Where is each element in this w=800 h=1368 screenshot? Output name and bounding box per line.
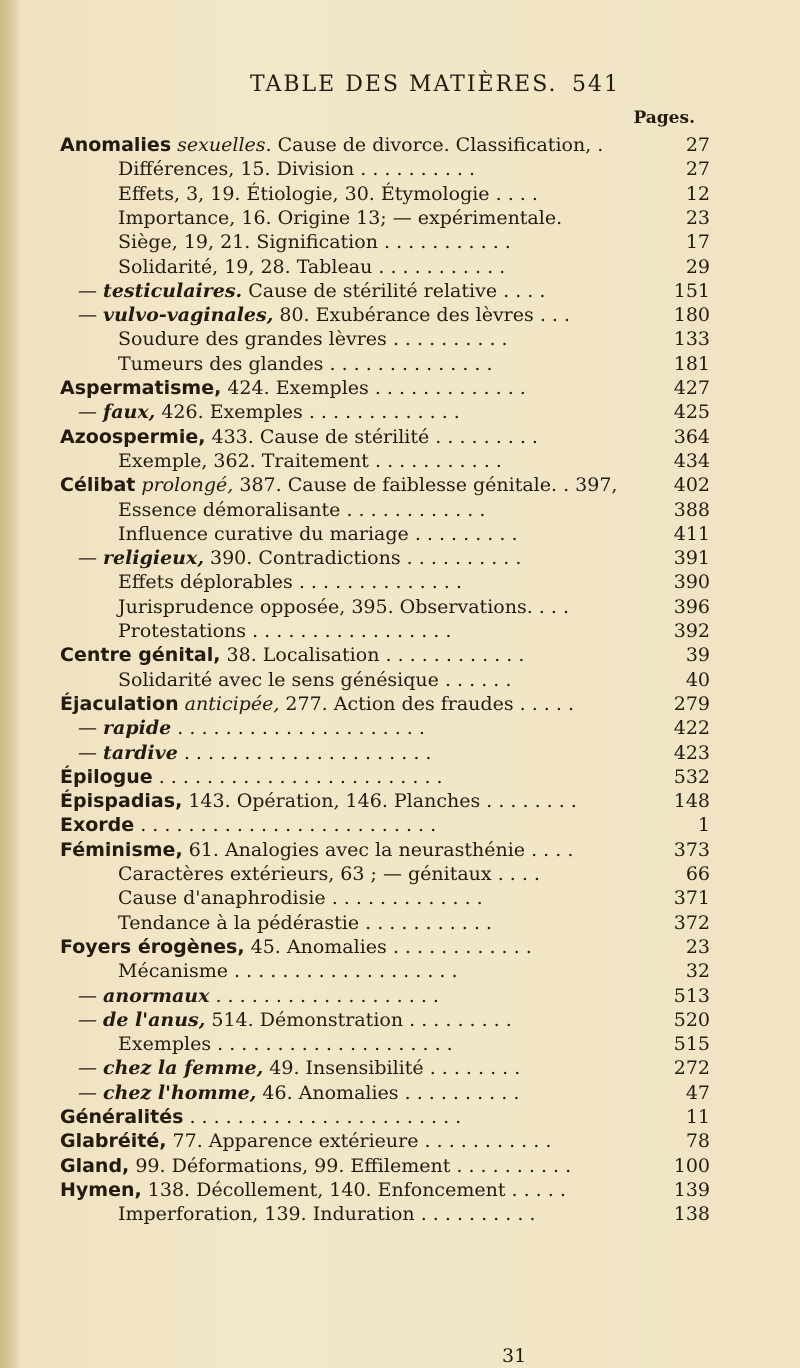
dot-leader: . . . . . . . . . . . xyxy=(378,255,506,278)
entry-page-number: 373 xyxy=(673,838,710,861)
index-entry-text xyxy=(60,133,603,157)
entry-detail: Protestations xyxy=(118,620,247,642)
index-entry-text xyxy=(78,400,460,424)
index-entry-text xyxy=(60,1129,551,1153)
dot-leader: . . . . . . . . . . xyxy=(360,158,476,181)
entry-page-number: 11 xyxy=(685,1106,710,1128)
dot-leader: . . . . . . . . . . . xyxy=(383,231,511,254)
entry-detail: Solidarité, 19, 28. Tableau xyxy=(118,255,373,278)
index-entry-text xyxy=(118,619,451,643)
index-entry xyxy=(0,595,780,619)
index-entry-text xyxy=(60,813,436,837)
entry-detail: 433. Cause de stérilité xyxy=(211,425,430,448)
entry-page-number: 47 xyxy=(685,1081,710,1104)
entry-heading: Féminisme, xyxy=(60,838,183,861)
index-entry xyxy=(0,1008,780,1032)
entry-page-number: 372 xyxy=(673,911,710,934)
index-entry-text xyxy=(78,1056,520,1080)
index-entry-text xyxy=(78,279,545,303)
entry-detail: 45. Anomalies xyxy=(250,935,387,958)
entry-detail: 390. Contradictions xyxy=(209,547,401,570)
dot-leader: . . . . . . . . . . . . . xyxy=(308,401,460,424)
index-entry-text xyxy=(118,668,511,692)
entry-dash: — xyxy=(78,1057,97,1080)
index-entry xyxy=(0,255,780,279)
dot-leader: . . . . . . . . . . xyxy=(406,547,522,570)
entry-detail: Effets, 3, 19. Étiologie, 30. Étymologie xyxy=(118,182,490,205)
entry-page-number: 133 xyxy=(673,328,710,351)
entry-detail: 426. Exemples xyxy=(161,401,303,424)
entry-qualifier: chez la femme, xyxy=(103,1057,264,1080)
dot-leader: . . . . . . . . . . xyxy=(456,1154,572,1177)
entry-heading: Épispadias, xyxy=(60,790,183,813)
index-entry-text xyxy=(118,327,508,351)
entry-qualifier: chez l'homme, xyxy=(103,1081,257,1104)
signature-mark: 31 xyxy=(502,1345,527,1367)
index-entry-text xyxy=(60,1105,461,1129)
dot-leader: . . . . . . . . . . . . . . . . . . . xyxy=(234,960,458,983)
index-entry xyxy=(0,813,780,837)
entry-heading: Généralités xyxy=(60,1106,184,1128)
index-entry-text xyxy=(78,303,570,327)
index-entry xyxy=(0,570,780,594)
entry-detail: 80. Exubérance des lèvres xyxy=(279,304,534,327)
entry-heading: Célibat xyxy=(60,474,136,497)
index-entry-text xyxy=(118,1032,453,1056)
dot-leader: . . . . . . . . . . . xyxy=(424,1130,552,1153)
entry-dash: — xyxy=(78,741,97,764)
entry-page-number: 17 xyxy=(685,231,710,254)
index-entry-text xyxy=(118,157,475,181)
entry-qualifier: de l'anus, xyxy=(103,1008,206,1031)
entry-heading: Gland, xyxy=(60,1154,130,1177)
index-entry-text xyxy=(118,522,518,546)
entry-detail: Influence curative du mariage xyxy=(118,522,409,545)
index-entry xyxy=(0,1032,780,1056)
entry-page-number: 520 xyxy=(673,1008,710,1031)
index-entry-text xyxy=(60,1154,571,1178)
entry-page-number: 532 xyxy=(673,765,710,788)
dot-leader: . . . xyxy=(539,304,571,327)
dot-leader: . . . . . . . . . . . . . xyxy=(374,377,526,399)
entry-page-number: 23 xyxy=(685,935,710,958)
entry-detail: Cause d'anaphrodisie xyxy=(118,887,326,910)
entry-heading: Centre génital, xyxy=(60,644,221,667)
entry-dash: — xyxy=(78,304,97,327)
index-entry-text xyxy=(78,1008,512,1032)
dot-leader: . . . . . . . . . xyxy=(414,522,518,545)
entry-detail: 49. Insensibilité xyxy=(269,1057,424,1080)
entry-page-number: 425 xyxy=(673,401,710,424)
index-entry xyxy=(0,206,780,230)
entry-detail: 61. Analogies avec la neurasthénie xyxy=(188,838,526,861)
dot-leader: . . . . . . . . . . xyxy=(392,328,508,351)
index-entry-text xyxy=(78,1081,519,1105)
entry-qualifier: testiculaires. xyxy=(103,279,243,302)
index-entry-text xyxy=(60,643,524,667)
entry-heading: Éjaculation xyxy=(60,692,179,715)
index-entry xyxy=(0,838,780,862)
entry-detail: Caractères extérieurs, 63 ; — génitaux xyxy=(118,863,492,885)
dot-leader: . . . . . . . . . . . . . . . . . . . xyxy=(215,984,439,1007)
entry-detail: 38. Localisation xyxy=(226,644,380,667)
entry-page-number: 1 xyxy=(697,814,710,837)
entry-heading: Azoospermie, xyxy=(60,425,206,448)
index-entry-text xyxy=(118,352,493,376)
entry-page-number: 139 xyxy=(673,1178,710,1201)
entry-heading: Anomalies xyxy=(60,134,172,156)
entry-page-number: 396 xyxy=(673,595,710,618)
index-entry xyxy=(0,643,780,667)
index-entry xyxy=(0,182,780,206)
page-number: 541 xyxy=(572,72,620,97)
entry-detail: 387. Cause de faiblesse génitale. . 397, xyxy=(239,474,618,497)
entry-page-number: 29 xyxy=(685,255,710,278)
entry-dash: — xyxy=(78,1008,97,1031)
entry-page-number: 515 xyxy=(673,1033,710,1056)
index-entry xyxy=(0,498,780,522)
entry-qualifier: anticipée, xyxy=(184,692,280,715)
index-entry xyxy=(0,133,780,157)
entry-page-number: 391 xyxy=(673,547,710,570)
entry-page-number: 66 xyxy=(685,863,710,885)
entry-detail: Essence démoralisante xyxy=(118,498,341,521)
running-head-title: TABLE DES MATIÈRES. xyxy=(250,72,558,97)
entry-page-number: 27 xyxy=(685,134,710,156)
index-entry xyxy=(0,400,780,424)
entry-detail: Imperforation, 139. Induration xyxy=(118,1203,415,1226)
entry-page-number: 12 xyxy=(685,182,710,205)
dot-leader: . . . . . . . . . . xyxy=(420,1203,536,1226)
index-entry xyxy=(0,1129,780,1153)
entry-page-number: 32 xyxy=(685,960,710,983)
entry-page-number: 423 xyxy=(673,741,710,764)
entry-detail: Soudure des grandes lèvres xyxy=(118,328,387,351)
entry-dash: — xyxy=(78,401,97,424)
entry-heading: Foyers érogènes, xyxy=(60,935,245,958)
index-entry xyxy=(0,619,780,643)
dot-leader: . . . . . . . . . . . . . . . . . . . . . . . . xyxy=(158,765,443,788)
entry-qualifier: religieux, xyxy=(103,547,204,570)
dot-leader: . . . . . . . . . . . . . . . . . . . . . xyxy=(183,741,432,764)
entry-page-number: 411 xyxy=(673,522,710,545)
dot-leader: . . . . . . . . . . . . . . . . . . . . . xyxy=(177,717,425,740)
entry-qualifier: faux, xyxy=(103,401,156,424)
index-entry-text xyxy=(118,230,511,254)
dot-leader: . . . . . . . . . . . . . . . . . xyxy=(252,620,452,642)
entry-detail: 77. Apparence extérieure xyxy=(172,1130,419,1153)
dot-leader: . . . . . . . . . . . xyxy=(365,911,492,934)
entry-page-number: 390 xyxy=(673,571,710,594)
entry-page-number: 279 xyxy=(673,692,710,715)
entry-detail: 99. Déformations, 99. Effilement xyxy=(135,1154,451,1177)
index-entry xyxy=(0,376,780,400)
entry-qualifier: anormaux xyxy=(103,984,210,1007)
entry-page-number: 434 xyxy=(673,449,710,472)
entry-page-number: 272 xyxy=(673,1057,710,1080)
dot-leader: . . . . . . . . . . . . . . xyxy=(329,352,493,375)
entry-page-number: 39 xyxy=(685,644,710,667)
entry-detail: 277. Action des fraudes xyxy=(285,692,514,715)
index-entry xyxy=(0,546,780,570)
entry-qualifier: rapide xyxy=(103,717,172,740)
entry-page-number: 371 xyxy=(673,887,710,910)
entry-page-number: 40 xyxy=(685,668,710,691)
index-entry-text xyxy=(60,935,532,959)
index-entry-text xyxy=(78,984,439,1008)
index-entry xyxy=(0,789,780,813)
entry-dash: — xyxy=(78,547,97,570)
index-entry-text xyxy=(118,886,483,910)
dot-leader: . . . . . . . . . . . xyxy=(374,449,502,472)
entry-page-number: 388 xyxy=(673,498,710,521)
index-entry-text xyxy=(118,911,492,935)
index-entry xyxy=(0,352,780,376)
index-entry xyxy=(0,692,780,716)
index-entry xyxy=(0,862,780,886)
entry-detail: 424. Exemples xyxy=(227,377,369,399)
entry-dash: — xyxy=(78,279,97,302)
entry-detail: Solidarité avec le sens génésique xyxy=(118,668,439,691)
index-entry-text xyxy=(118,182,538,206)
index-entry-text xyxy=(78,741,431,765)
index-entry-text xyxy=(60,473,617,497)
entry-detail: 138. Décollement, 140. Enfoncement xyxy=(147,1178,506,1201)
index-entry xyxy=(0,1056,780,1080)
index-entry xyxy=(0,327,780,351)
entry-detail: Cause de stérilité relative xyxy=(248,279,498,302)
index-entry-text xyxy=(78,546,521,570)
index-entry xyxy=(0,668,780,692)
index-entry xyxy=(0,522,780,546)
index-entry xyxy=(0,425,780,449)
entry-detail: 514. Démonstration xyxy=(211,1008,404,1031)
entry-heading: Hymen, xyxy=(60,1178,142,1201)
entry-detail: Tumeurs des glandes xyxy=(118,352,324,375)
index-entry xyxy=(0,1081,780,1105)
dot-leader: . . . . xyxy=(497,863,540,885)
dot-leader: . . . . . xyxy=(511,1178,566,1201)
entry-page-number: 181 xyxy=(673,352,710,375)
index-entry-text xyxy=(118,595,569,619)
index-entry xyxy=(0,984,780,1008)
index-entry-text xyxy=(60,838,573,862)
entry-page-number: 392 xyxy=(673,620,710,642)
entry-detail: Importance, 16. Origine 13; — expérimentale. xyxy=(118,206,563,229)
index-entry-text xyxy=(118,255,505,279)
entry-page-number: 402 xyxy=(673,474,710,497)
dot-leader: . . . xyxy=(538,595,569,618)
entry-detail: Différences, 15. Division xyxy=(118,158,355,181)
index-entry-text xyxy=(118,1202,535,1226)
entry-page-number: 422 xyxy=(673,717,710,740)
entry-detail: Exemple, 362. Traitement xyxy=(118,449,369,472)
index-entry xyxy=(0,716,780,740)
dot-leader: . . . . . . . . . xyxy=(409,1008,512,1031)
entry-heading: Glabréité, xyxy=(60,1130,167,1153)
entry-heading: Aspermatisme, xyxy=(60,377,222,399)
index-entry-text xyxy=(118,862,540,886)
index-entry xyxy=(0,1154,780,1178)
index-entry-text xyxy=(118,449,502,473)
running-head xyxy=(250,72,620,97)
index-entry xyxy=(0,741,780,765)
index-entry-text xyxy=(118,570,462,594)
dot-leader: . . . . . . . . . . . . . . xyxy=(298,571,462,594)
dot-leader: . . . . . . . . . . . . . . . . . . . . . . . xyxy=(189,1106,462,1128)
entry-heading: Épilogue xyxy=(60,765,153,788)
index-entry-text xyxy=(60,765,443,789)
entry-page-number: 138 xyxy=(673,1203,710,1226)
index-entry-text xyxy=(60,1178,566,1202)
index-entry xyxy=(0,303,780,327)
entry-qualifier: prolongé, xyxy=(141,474,234,497)
entry-dash: — xyxy=(78,1081,97,1104)
entry-heading: Exorde xyxy=(60,814,135,837)
entry-page-number: 100 xyxy=(673,1154,710,1177)
dot-leader: . . . . . . . . . . . . xyxy=(392,935,532,958)
dot-leader: . . . . . xyxy=(519,692,574,715)
index-entry xyxy=(0,1178,780,1202)
index-entry-text xyxy=(60,376,526,400)
dot-leader: . . . . . . . . . . . . xyxy=(385,644,525,667)
entry-detail: Effets déplorables xyxy=(118,571,293,594)
entry-detail: Siège, 19, 21. Signification xyxy=(118,231,378,254)
index-entry xyxy=(0,886,780,910)
entry-detail: Cause de divorce. Classification, xyxy=(277,134,592,156)
index-entry-text xyxy=(60,425,538,449)
entry-detail: Tendance à la pédérastie xyxy=(118,911,360,934)
entry-page-number: 78 xyxy=(685,1130,710,1153)
index-entry xyxy=(0,157,780,181)
index-entry xyxy=(0,1202,780,1226)
entry-dash: — xyxy=(78,984,97,1007)
index-entry xyxy=(0,1105,780,1129)
dot-leader: . . . . . . . . . . . . . . . . . . . . . . . . . xyxy=(140,814,437,837)
entry-page-number: 151 xyxy=(673,279,710,302)
entry-detail: Exemples xyxy=(118,1033,212,1056)
entry-page-number: 148 xyxy=(673,790,710,813)
index-entry-text xyxy=(78,716,425,740)
entry-page-number: 180 xyxy=(673,304,710,327)
index-entry-text xyxy=(118,206,562,230)
dot-leader: . . . . xyxy=(531,838,574,861)
entry-page-number: 27 xyxy=(685,158,710,181)
entry-detail: 143. Opération, 146. Planches xyxy=(188,790,481,813)
pages-column-label: Pages. xyxy=(633,108,695,128)
dot-leader: . . . . . . . . xyxy=(486,790,577,813)
index-entry xyxy=(0,473,780,497)
dot-leader: . . . . . . . . . xyxy=(435,425,538,448)
index-entry-text xyxy=(118,959,458,983)
dot-leader: . . . . xyxy=(503,279,546,302)
index-entry-text xyxy=(60,692,574,716)
dot-leader: . . . . . . . . . . . . . . . . . . . . xyxy=(217,1033,453,1056)
entry-page-number: 513 xyxy=(673,984,710,1007)
entry-detail: Jurisprudence opposée, 395. Observations. xyxy=(118,595,533,618)
index-entry xyxy=(0,449,780,473)
entry-page-number: 427 xyxy=(673,377,710,399)
entry-detail: 46. Anomalies xyxy=(262,1081,399,1104)
dot-leader: . . . . . . . . xyxy=(429,1057,521,1080)
entry-page-number: 364 xyxy=(673,425,710,448)
entry-qualifier: sexuelles. xyxy=(177,134,272,156)
entry-dash: — xyxy=(78,717,97,740)
index-entry xyxy=(0,230,780,254)
index-entry xyxy=(0,911,780,935)
index-entry-text xyxy=(60,789,577,813)
dot-leader: . . . . . . . . . . xyxy=(404,1081,520,1104)
entry-detail: Mécanisme xyxy=(118,960,228,983)
entry-qualifier: tardive xyxy=(103,741,178,764)
dot-leader: . . . . . . . . . . . . xyxy=(346,498,486,521)
index-entry xyxy=(0,279,780,303)
entry-page-number: 23 xyxy=(685,206,710,229)
index-entry xyxy=(0,959,780,983)
dot-leader: . . . . xyxy=(495,182,538,205)
dot-leader: . . . . . . xyxy=(444,668,512,691)
index-entry-text xyxy=(118,498,485,522)
dot-leader: . xyxy=(597,134,604,156)
dot-leader: . . . . . . . . . . . . . xyxy=(331,887,483,910)
index-entry xyxy=(0,935,780,959)
entry-qualifier: vulvo-vaginales, xyxy=(103,304,274,327)
index-entry xyxy=(0,765,780,789)
